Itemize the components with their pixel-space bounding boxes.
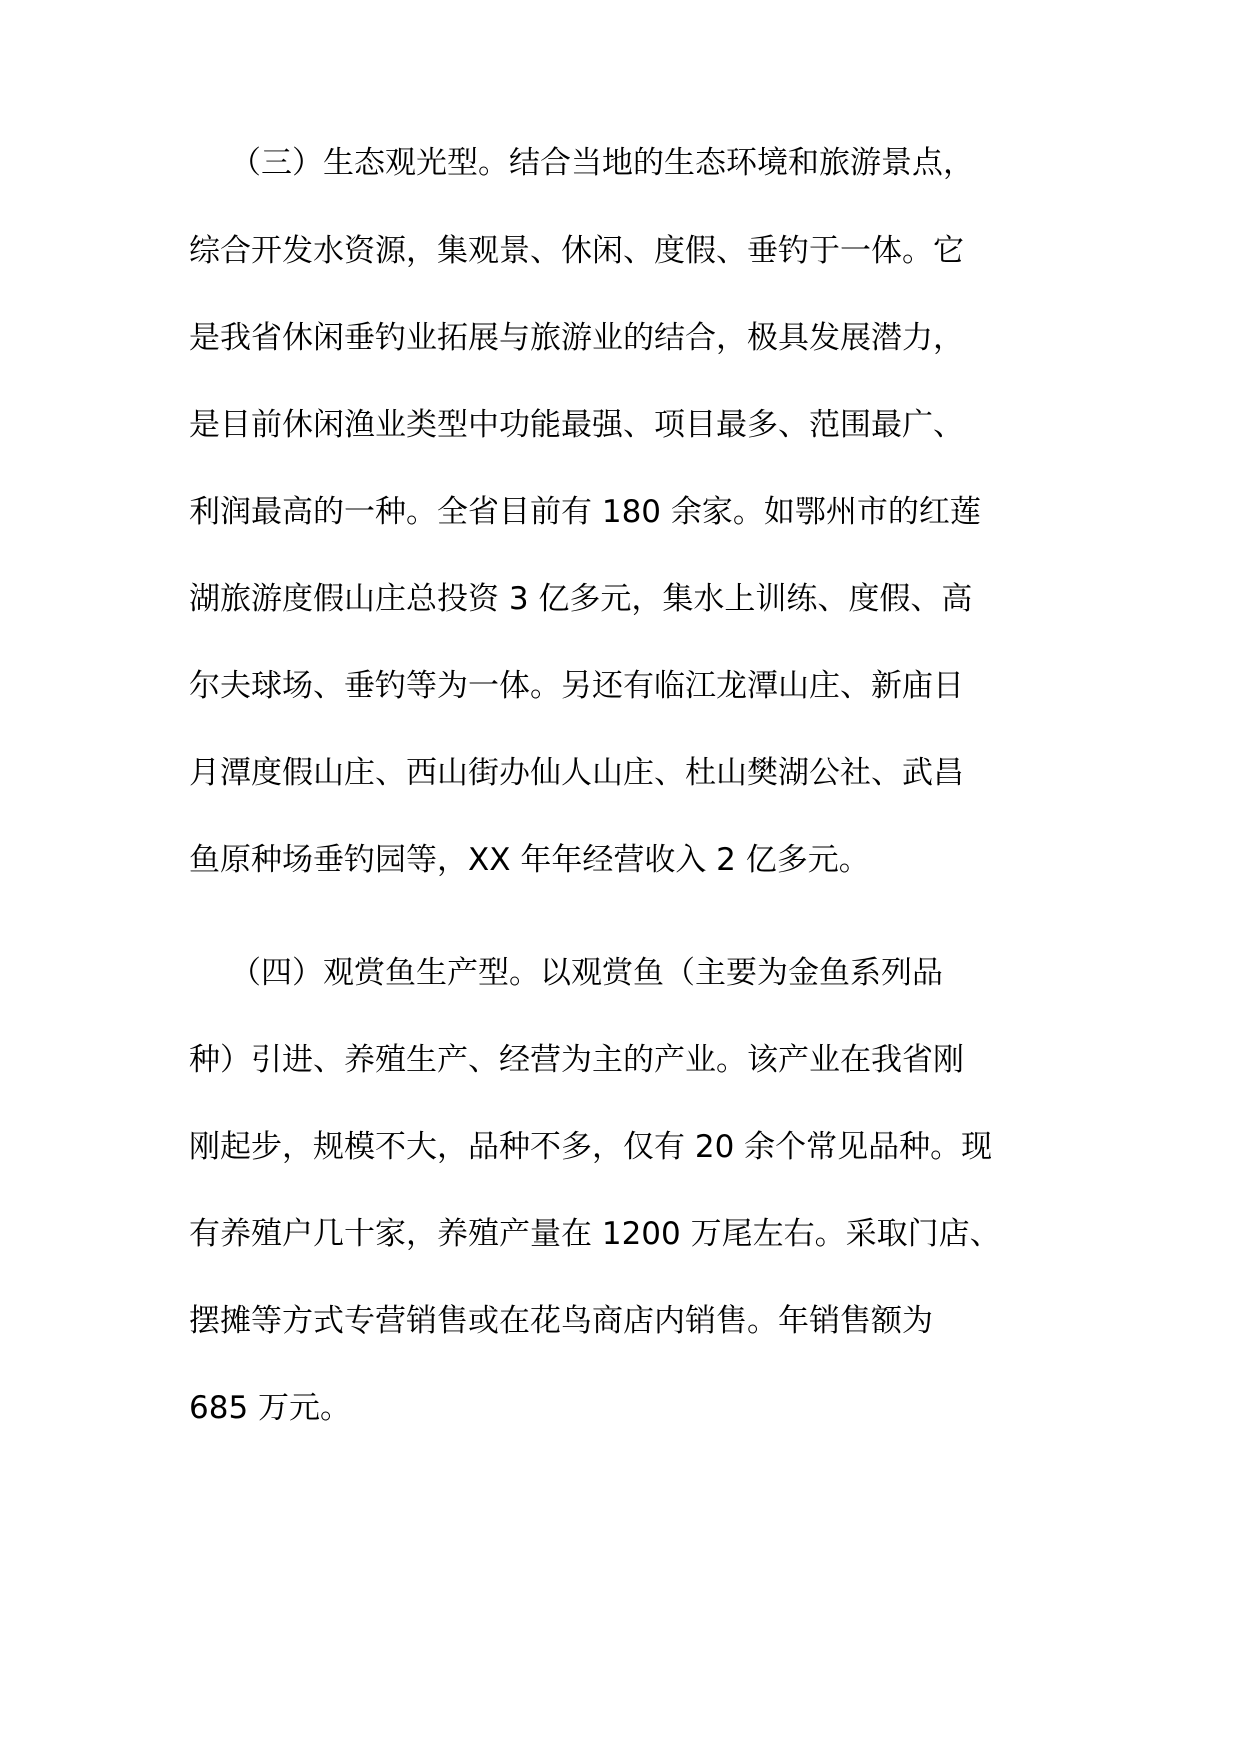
paragraph-3-line-7: 尔夫球场、垂钓等为一体。另还有临江龙潭山庄、新庙日 bbox=[189, 668, 964, 704]
paragraph-4-line-6: 685 万元。 bbox=[189, 1390, 352, 1426]
paragraph-3-line-6: 湖旅游度假山庄总投资 3 亿多元，集水上训练、度假、高 bbox=[189, 581, 973, 617]
paragraph-3-line-2: 综合开发水资源，集观景、休闲、度假、垂钓于一体。它 bbox=[189, 233, 964, 269]
paragraph-4-line-2: 种）引进、养殖生产、经营为主的产业。该产业在我省刚 bbox=[189, 1042, 964, 1078]
paragraph-4-line-4: 有养殖户几十家，养殖产量在 1200 万尾左右。采取门店、 bbox=[189, 1216, 1001, 1252]
paragraph-3-line-8: 月潭度假山庄、西山街办仙人山庄、杜山樊湖公社、武昌 bbox=[189, 755, 964, 791]
paragraph-4-line-1: （四）观赏鱼生产型。以观赏鱼（主要为金鱼系列品 bbox=[230, 955, 943, 991]
paragraph-4-line-5: 摆摊等方式专营销售或在花鸟商店内销售。年销售额为 bbox=[189, 1303, 933, 1339]
paragraph-3-line-1: （三）生态观光型。结合当地的生态环境和旅游景点， bbox=[230, 145, 974, 181]
paragraph-3-line-3: 是我省休闲垂钓业拓展与旅游业的结合，极具发展潜力， bbox=[189, 320, 964, 356]
paragraph-3-line-4: 是目前休闲渔业类型中功能最强、项目最多、范围最广、 bbox=[189, 407, 964, 443]
paragraph-3-line-5: 利润最高的一种。全省目前有 180 余家。如鄂州市的红莲 bbox=[189, 494, 981, 530]
paragraph-3-line-9: 鱼原种场垂钓园等，XX 年年经营收入 2 亿多元。 bbox=[189, 842, 870, 878]
paragraph-4-line-3: 刚起步，规模不大，品种不多，仅有 20 余个常见品种。现 bbox=[189, 1129, 993, 1165]
